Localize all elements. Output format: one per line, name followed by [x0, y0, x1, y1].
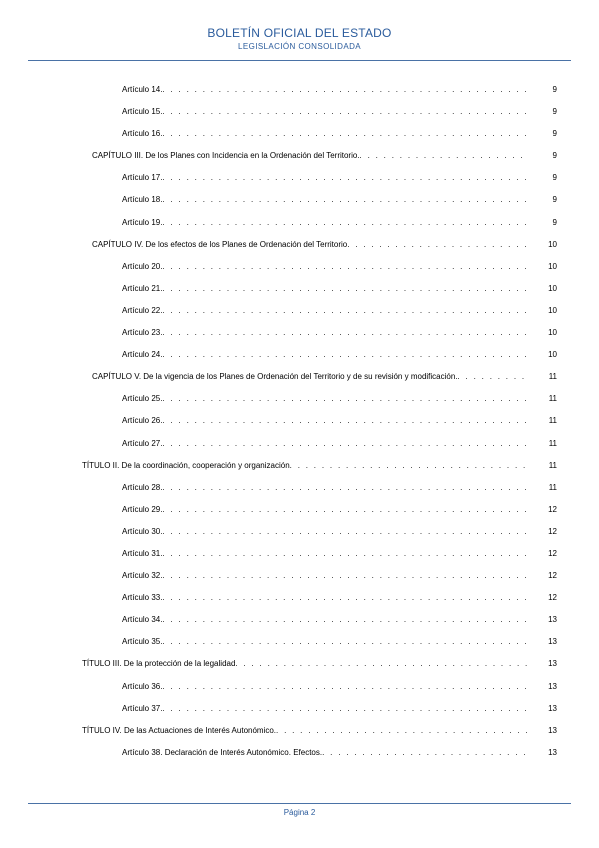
- toc-entry[interactable]: [0, 436, 599, 458]
- toc-entry-line: [122, 84, 529, 96]
- toc-leader-dots: [322, 747, 529, 759]
- toc-entry-line: [122, 305, 529, 317]
- toc-entry-title: TÍTULO II. De la coordinación, cooperación y organización: [82, 460, 290, 470]
- toc-entry[interactable]: [0, 634, 599, 656]
- toc-entry-line: [122, 415, 529, 427]
- toc-entry-title: Artículo 32.: [122, 571, 163, 581]
- toc-entry-title: Artículo 25.: [122, 394, 163, 404]
- toc-entry-page: 13: [548, 681, 557, 691]
- toc-entry[interactable]: [0, 656, 599, 678]
- toc-entry[interactable]: [0, 82, 599, 104]
- toc-entry[interactable]: [0, 568, 599, 590]
- toc-entry-line: [122, 703, 529, 715]
- toc-entry-line: [122, 636, 529, 648]
- gazette-subtitle: LEGISLACIÓN CONSOLIDADA: [237, 42, 361, 51]
- footer-divider: [28, 803, 571, 804]
- toc-leader-dots: [162, 283, 529, 295]
- toc-entry-page: 10: [548, 328, 557, 338]
- toc-entry-page: 9: [552, 107, 557, 117]
- toc-leader-dots: [162, 194, 529, 206]
- toc-entry-title: Artículo 28.: [122, 482, 163, 492]
- page-header: [0, 26, 599, 52]
- toc-entry-page: 10: [548, 350, 557, 360]
- toc-entry-page: 12: [548, 548, 557, 558]
- toc-entry-line: [122, 349, 529, 361]
- toc-entry-title: Artículo 36.: [122, 681, 163, 691]
- toc-entry-title: CAPÍTULO V. De la vigencia de los Planes de Ordenación del Territorio y de su revisión y modificación.: [92, 372, 458, 382]
- toc-entry-page: 12: [548, 571, 557, 581]
- toc-entry-page: 11: [548, 482, 557, 492]
- toc-entry-page: 9: [552, 85, 557, 94]
- gazette-title: BOLETÍN OFICIAL DEL ESTADO: [207, 26, 392, 40]
- toc-entry-line: [122, 570, 529, 582]
- toc-entry-title: Artículo 27.: [122, 438, 163, 448]
- toc-leader-dots: [458, 371, 529, 383]
- toc-entry-line: [122, 614, 529, 626]
- toc-leader-dots: [162, 482, 529, 494]
- toc-entry-page: 9: [552, 217, 557, 227]
- toc-leader-dots: [162, 592, 529, 604]
- toc-leader-dots: [162, 106, 529, 118]
- toc-entry-page: 13: [548, 725, 557, 735]
- toc-entry-line: [122, 327, 529, 339]
- toc-entry-line: [122, 194, 529, 206]
- toc-entry-title: Artículo 16.: [122, 129, 163, 139]
- toc-entry[interactable]: [0, 347, 599, 369]
- toc-leader-dots: [162, 128, 529, 140]
- page-footer: [0, 808, 599, 817]
- toc-leader-dots: [162, 438, 529, 450]
- toc-entry-title: Artículo 19.: [122, 217, 163, 227]
- toc-entry-line: [122, 172, 529, 184]
- toc-leader-dots: [360, 150, 529, 162]
- toc-leader-dots: [162, 570, 529, 582]
- toc-entry-title: Artículo 24.: [122, 350, 163, 360]
- toc-entry-page: 11: [548, 416, 557, 426]
- toc-entry[interactable]: [0, 104, 599, 126]
- toc-entry-page: 9: [552, 173, 557, 183]
- toc-leader-dots: [162, 349, 529, 361]
- toc-leader-dots: [162, 393, 529, 405]
- toc-entry-title: Artículo 26.: [122, 416, 163, 426]
- toc-entry[interactable]: [0, 192, 599, 214]
- toc-entry[interactable]: [0, 391, 599, 413]
- toc-entry-title: CAPÍTULO IV. De los efectos de los Planes de Ordenación del Territorio: [92, 239, 348, 249]
- toc-entry[interactable]: [0, 480, 599, 502]
- toc-entry-title: Artículo 38. Declaración de Interés Autonómico. Efectos.: [122, 747, 323, 757]
- toc-entry[interactable]: [0, 303, 599, 325]
- toc-entry[interactable]: [0, 546, 599, 568]
- toc-entry-page: 13: [548, 703, 557, 713]
- toc-entry-line: [82, 460, 529, 472]
- toc-leader-dots: [162, 305, 529, 317]
- toc-entry-title: Artículo 37.: [122, 703, 163, 713]
- toc-entry-title: Artículo 35.: [122, 637, 163, 647]
- toc-entry-page: 9: [552, 151, 557, 161]
- toc-leader-dots: [276, 725, 529, 737]
- toc-entry-title: TÍTULO IV. De las Actuaciones de Interés Autonómico.: [82, 725, 277, 735]
- toc-entry-page: 10: [548, 305, 557, 315]
- toc-leader-dots: [162, 261, 529, 273]
- toc-entry-title: Artículo 21.: [122, 283, 163, 293]
- toc-entry[interactable]: [0, 215, 599, 237]
- toc-entry-title: CAPÍTULO III. De los Planes con Incidencia en la Ordenación del Territorio.: [92, 151, 360, 161]
- toc-entry-page: 12: [548, 526, 557, 536]
- toc-leader-dots: [162, 415, 529, 427]
- toc-leader-dots: [162, 636, 529, 648]
- toc-entry[interactable]: [0, 701, 599, 723]
- toc-entry-title: Artículo 15.: [122, 107, 163, 117]
- toc-leader-dots: [347, 239, 529, 251]
- toc-entry-page: 13: [548, 615, 557, 625]
- toc-entry[interactable]: [0, 170, 599, 192]
- toc-entry[interactable]: [0, 612, 599, 634]
- toc-leader-dots: [162, 504, 529, 516]
- toc-leader-dots: [162, 703, 529, 715]
- toc-entry-title: Artículo 30.: [122, 526, 163, 536]
- toc-entry-title: Artículo 22.: [122, 305, 163, 315]
- toc-entry-line: [122, 548, 529, 560]
- toc-entry-line: [122, 106, 529, 118]
- toc-entry[interactable]: [0, 281, 599, 303]
- toc-entry[interactable]: [0, 745, 599, 767]
- toc-entry-line: [122, 128, 529, 140]
- toc-entry-page: 13: [548, 747, 557, 757]
- toc-entry-title: Artículo 14.: [122, 85, 163, 94]
- toc-entry[interactable]: [0, 369, 599, 391]
- toc-entry-page: 12: [548, 504, 557, 514]
- toc-entry-title: Artículo 31.: [122, 548, 163, 558]
- toc-entry[interactable]: [0, 413, 599, 435]
- toc-entry-line: [122, 526, 529, 538]
- toc-entry[interactable]: [0, 148, 599, 170]
- toc-leader-dots: [162, 681, 529, 693]
- toc-leader-dots: [290, 460, 529, 472]
- toc-entry[interactable]: [0, 325, 599, 347]
- toc-entry[interactable]: [0, 590, 599, 612]
- toc-entry-page: 11: [548, 460, 557, 470]
- toc-entry-line: [92, 239, 529, 251]
- toc-entry[interactable]: [0, 259, 599, 281]
- toc-entry-page: 13: [548, 637, 557, 647]
- toc-entry-line: [122, 438, 529, 450]
- toc-entry-title: Artículo 33.: [122, 593, 163, 603]
- toc-entry-title: TÍTULO III. De la protección de la legalidad: [82, 659, 236, 669]
- toc-entry-page: 11: [548, 372, 557, 382]
- toc-entry-line: [122, 747, 529, 759]
- toc-entry-title: Artículo 17.: [122, 173, 163, 183]
- toc-entry-page: 10: [548, 261, 557, 271]
- toc-entry-line: [122, 261, 529, 273]
- page-number-label: Página 2: [283, 808, 316, 817]
- toc-leader-dots: [162, 526, 529, 538]
- toc-entry-line: [122, 681, 529, 693]
- toc-entry-page: 11: [548, 394, 557, 404]
- toc-entry[interactable]: [0, 237, 599, 259]
- toc-entry-page: 11: [548, 438, 557, 448]
- toc-entry-page: 9: [552, 129, 557, 139]
- toc-entry-line: [92, 150, 529, 162]
- table-of-contents: [0, 82, 599, 767]
- toc-entry-title: Artículo 20.: [122, 261, 163, 271]
- toc-entry[interactable]: [0, 502, 599, 524]
- toc-entry-line: [82, 658, 529, 670]
- toc-entry[interactable]: [0, 723, 599, 745]
- toc-leader-dots: [162, 172, 529, 184]
- toc-leader-dots: [235, 658, 529, 670]
- toc-entry[interactable]: [0, 458, 599, 480]
- toc-entry[interactable]: [0, 126, 599, 148]
- toc-entry-title: Artículo 29.: [122, 504, 163, 514]
- toc-leader-dots: [162, 217, 529, 229]
- toc-entry-line: [122, 482, 529, 494]
- toc-entry-title: Artículo 34.: [122, 615, 163, 625]
- toc-entry-page: 12: [548, 593, 557, 603]
- toc-leader-dots: [162, 327, 529, 339]
- toc-entry-line: [122, 393, 529, 405]
- toc-entry-page: 10: [548, 239, 557, 249]
- toc-entry-title: Artículo 23.: [122, 328, 163, 338]
- toc-entry-title: Artículo 18.: [122, 195, 163, 205]
- toc-entry-page: 13: [548, 659, 557, 669]
- toc-leader-dots: [162, 548, 529, 560]
- toc-entry-line: [122, 592, 529, 604]
- toc-entry[interactable]: [0, 524, 599, 546]
- header-divider: [28, 60, 571, 61]
- toc-entry-page: 10: [548, 283, 557, 293]
- toc-entry-line: [122, 217, 529, 229]
- toc-entry[interactable]: [0, 679, 599, 701]
- toc-leader-dots: [162, 84, 529, 96]
- toc-entry-line: [82, 725, 529, 737]
- toc-leader-dots: [162, 614, 529, 626]
- toc-entry-line: [122, 283, 529, 295]
- toc-entry-line: [122, 504, 529, 516]
- toc-entry-page: 9: [552, 195, 557, 205]
- toc-entry-line: [92, 371, 529, 383]
